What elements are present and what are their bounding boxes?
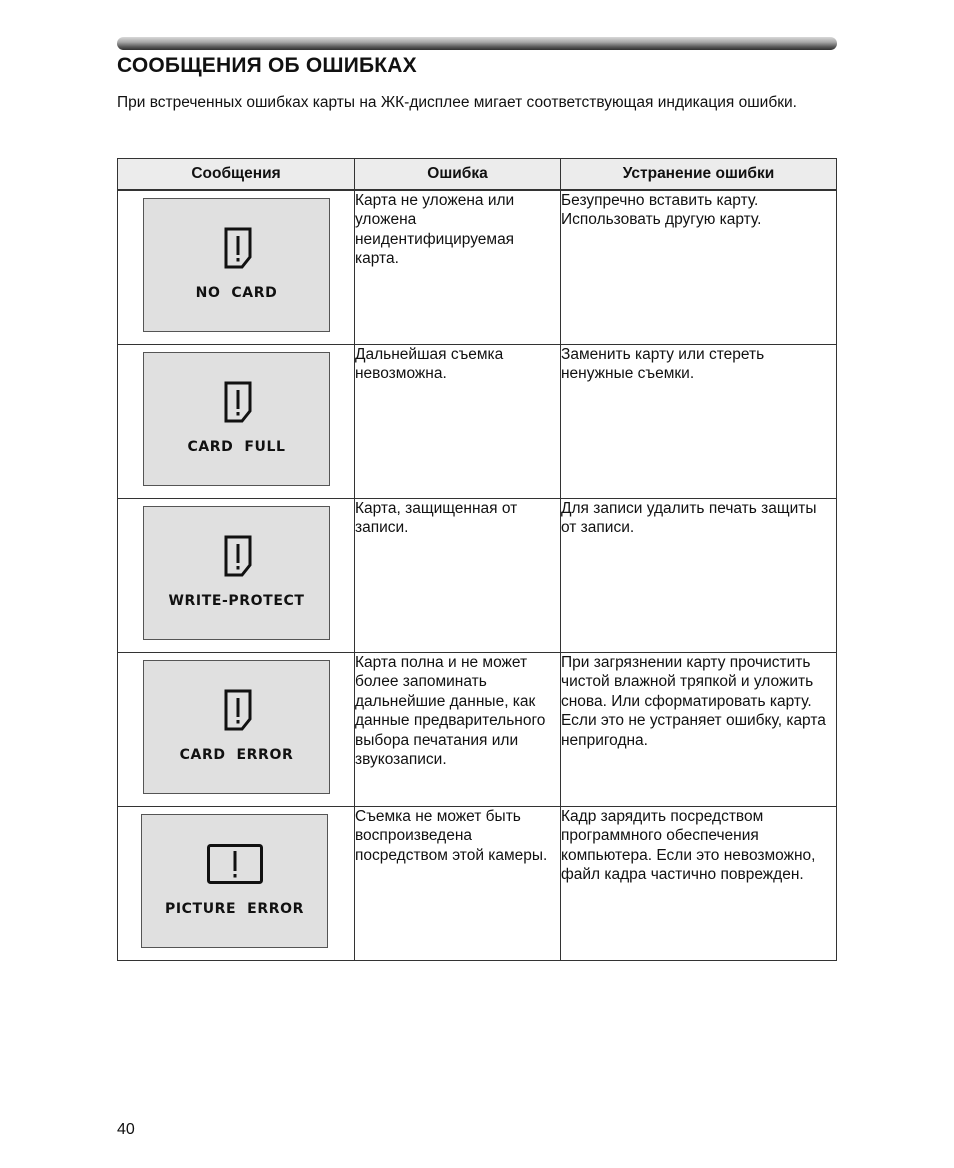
- error-cell: Карта полна и не может более запоминать дальнейшие данные, как данные предварительного выбора печатания или звукозаписи.: [355, 653, 561, 807]
- page-number: 40: [117, 1121, 135, 1138]
- intro-paragraph: При встреченных ошибках карты на ЖК-дисплее мигает соответствующая индикация ошибки.: [117, 94, 797, 111]
- card-warning-icon: [223, 227, 253, 269]
- lcd-message-text: CARD ERROR: [179, 747, 294, 763]
- header-error: Ошибка: [355, 159, 561, 191]
- header-fix: Устранение ошибки: [561, 159, 837, 191]
- lcd-message-text: CARD FULL: [187, 439, 286, 455]
- table-row: [118, 499, 837, 653]
- header-messages: Сообщения: [118, 159, 355, 191]
- card-warning-icon: [223, 535, 253, 577]
- header-decorative-bar: [117, 37, 837, 50]
- lcd-display: [143, 660, 330, 794]
- error-cell: Карта не уложена или уложена неидентифицируемая карта.: [355, 190, 561, 345]
- lcd-message-text: PICTURE ERROR: [165, 901, 304, 917]
- page-title: СООБЩЕНИЯ ОБ ОШИБКАХ: [117, 54, 417, 77]
- table-row: [118, 190, 837, 345]
- table-row: [118, 807, 837, 961]
- card-warning-icon: [223, 689, 253, 731]
- error-cell: Дальнейшая съемка невозможна.: [355, 345, 561, 499]
- message-cell: [118, 499, 355, 653]
- lcd-display: [143, 506, 330, 640]
- lcd-message-text: WRITE-PROTECT: [168, 593, 305, 609]
- message-cell: [118, 807, 355, 961]
- lcd-display: [143, 198, 330, 332]
- error-cell: Съемка не может быть воспроизведена посредством этой камеры.: [355, 807, 561, 961]
- fix-cell: Заменить карту или стереть ненужные съемки.: [561, 345, 837, 499]
- error-cell: Карта, защищенная от записи.: [355, 499, 561, 653]
- fix-cell: Кадр зарядить посредством программного обеспечения компьютера. Если это невозможно, файл кадра частично поврежден.: [561, 807, 837, 961]
- picture-warning-icon: [206, 843, 264, 885]
- message-cell: [118, 653, 355, 807]
- table-header-row: [118, 159, 837, 191]
- message-cell: [118, 345, 355, 499]
- fix-cell: При загрязнении карту прочистить чистой влажной тряпкой и уложить снова. Или сформатировать карту. Если это не устраняет ошибку, карта непригодна.: [561, 653, 837, 807]
- table-row: [118, 345, 837, 499]
- card-warning-icon: [223, 381, 253, 423]
- lcd-display: [143, 352, 330, 486]
- lcd-message-text: NO CARD: [195, 285, 278, 301]
- table-row: [118, 653, 837, 807]
- lcd-display: [141, 814, 328, 948]
- fix-cell: Для записи удалить печать защиты от записи.: [561, 499, 837, 653]
- message-cell: [118, 190, 355, 345]
- fix-cell: Безупречно вставить карту. Использовать другую карту.: [561, 190, 837, 345]
- error-messages-table: [117, 158, 837, 961]
